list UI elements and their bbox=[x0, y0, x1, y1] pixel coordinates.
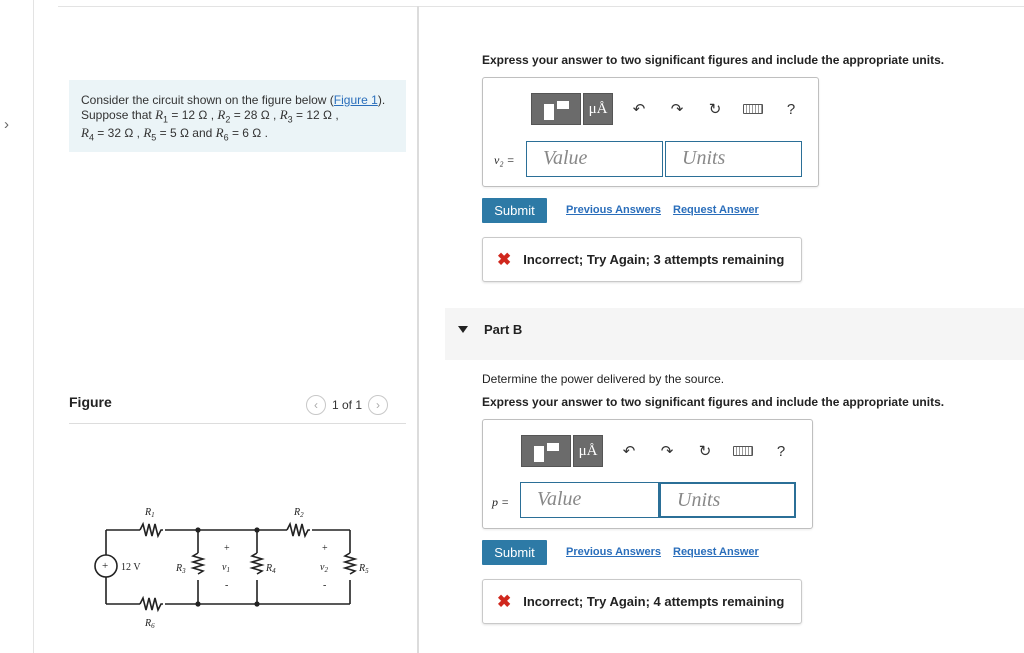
label-r5: $R_5$ bbox=[359, 563, 369, 575]
part-a-instruction: Express your answer to two significant figures and include the appropriate units. bbox=[482, 53, 945, 67]
part-b-title: Part B bbox=[484, 322, 523, 337]
part-b-value-input[interactable]: Value bbox=[520, 482, 659, 518]
node-dot bbox=[254, 527, 259, 532]
node-dot bbox=[195, 527, 200, 532]
label-r4: $R_4$ bbox=[266, 563, 276, 575]
prev-figure-button[interactable]: ‹ bbox=[306, 395, 326, 415]
top-divider bbox=[58, 6, 1024, 7]
figure-link[interactable]: Figure 1 bbox=[333, 93, 378, 107]
templates-button[interactable] bbox=[531, 93, 581, 125]
next-figure-button[interactable]: › bbox=[368, 395, 388, 415]
units-button[interactable]: μÅ bbox=[583, 93, 613, 125]
part-b-answer-box bbox=[482, 419, 813, 529]
problem-line-1: Consider the circuit shown on the figure below (Figure 1). bbox=[81, 93, 386, 107]
problem-line-2: Suppose that $R_1 = 12$ Ω , $R_2 = 28$ Ω , $R_3 = 12$ Ω , bbox=[81, 106, 339, 124]
label-r6: $R_6$ bbox=[145, 618, 155, 630]
collapse-caret-icon[interactable] bbox=[458, 326, 468, 333]
part-a-previous-answers-link[interactable]: Previous Answers bbox=[566, 204, 661, 216]
undo-icon[interactable]: ↶ bbox=[632, 101, 646, 118]
resistor-r6 bbox=[140, 598, 163, 610]
units-button[interactable]: μÅ bbox=[573, 435, 603, 467]
figure-divider bbox=[69, 423, 406, 424]
resistor-r3 bbox=[193, 553, 203, 574]
part-a-feedback-text: Incorrect; Try Again; 3 attempts remaining bbox=[523, 252, 785, 267]
figure-pager bbox=[306, 395, 388, 415]
part-b-feedback bbox=[482, 579, 802, 624]
help-icon[interactable]: ? bbox=[776, 442, 786, 460]
source-label: 12 V bbox=[121, 562, 141, 573]
part-a-submit-button[interactable]: Submit bbox=[482, 198, 547, 223]
v2-minus: - bbox=[323, 580, 327, 591]
incorrect-x-icon: ✖ bbox=[497, 591, 512, 611]
resistor-r4 bbox=[252, 553, 262, 574]
label-r3: $R_3$ bbox=[176, 563, 186, 575]
part-b-variable-label: p = bbox=[492, 495, 510, 509]
part-a-toolbar bbox=[531, 93, 803, 125]
v1-plus: + bbox=[224, 543, 230, 554]
left-gutter bbox=[0, 0, 34, 653]
resistor-r5 bbox=[345, 553, 355, 574]
part-a-feedback bbox=[482, 237, 802, 282]
redo-icon[interactable]: ↷ bbox=[660, 443, 674, 460]
undo-icon[interactable]: ↶ bbox=[622, 443, 636, 460]
templates-button[interactable] bbox=[521, 435, 571, 467]
label-v1: $v_1$ bbox=[222, 562, 230, 574]
part-b-submit-button[interactable]: Submit bbox=[482, 540, 547, 565]
help-icon[interactable]: ? bbox=[786, 100, 796, 118]
resistor-r2 bbox=[287, 524, 310, 536]
label-r2: $R_2$ bbox=[294, 507, 304, 519]
problem-line-3: $R_4 = 32$ Ω , $R_5 = 5$ Ω and $R_6 = 6$ Ω . bbox=[81, 125, 268, 143]
part-b-header[interactable] bbox=[445, 308, 1024, 360]
part-a-value-input[interactable]: Value bbox=[526, 141, 663, 177]
keyboard-icon[interactable] bbox=[741, 97, 765, 121]
label-v2: $v_2$ bbox=[320, 562, 328, 574]
circuit-diagram bbox=[88, 498, 378, 633]
v2-plus: + bbox=[322, 543, 328, 554]
resistor-r1 bbox=[140, 524, 163, 536]
reset-icon[interactable]: ↻ bbox=[708, 101, 722, 118]
node-dot bbox=[195, 601, 200, 606]
part-a-request-answer-link[interactable]: Request Answer bbox=[673, 204, 759, 216]
part-a-answer-box bbox=[482, 77, 819, 187]
expand-chevron-icon[interactable]: › bbox=[4, 116, 9, 133]
source-plus: + bbox=[102, 560, 109, 572]
part-b-question: Determine the power delivered by the source. bbox=[482, 372, 725, 386]
incorrect-x-icon: ✖ bbox=[497, 249, 512, 269]
figure-page-count: 1 of 1 bbox=[332, 398, 363, 412]
keyboard-icon[interactable] bbox=[731, 439, 755, 463]
v1-minus: - bbox=[225, 580, 229, 591]
part-a-variable-label: v₂ = bbox=[494, 153, 515, 167]
problem-statement bbox=[69, 80, 406, 152]
part-b-feedback-text: Incorrect; Try Again; 4 attempts remaining bbox=[523, 594, 785, 609]
redo-icon[interactable]: ↷ bbox=[670, 101, 684, 118]
part-b-instruction: Express your answer to two significant figures and include the appropriate units. bbox=[482, 395, 945, 409]
column-divider bbox=[417, 6, 419, 653]
reset-icon[interactable]: ↻ bbox=[698, 443, 712, 460]
part-b-previous-answers-link[interactable]: Previous Answers bbox=[566, 546, 661, 558]
part-b-request-answer-link[interactable]: Request Answer bbox=[673, 546, 759, 558]
node-dot bbox=[254, 601, 259, 606]
figure-title: Figure bbox=[69, 394, 112, 410]
part-a-units-input[interactable]: Units bbox=[665, 141, 802, 177]
part-b-units-input[interactable]: Units bbox=[659, 482, 796, 518]
part-b-toolbar bbox=[521, 435, 793, 467]
label-r1: $R_1$ bbox=[145, 507, 155, 519]
